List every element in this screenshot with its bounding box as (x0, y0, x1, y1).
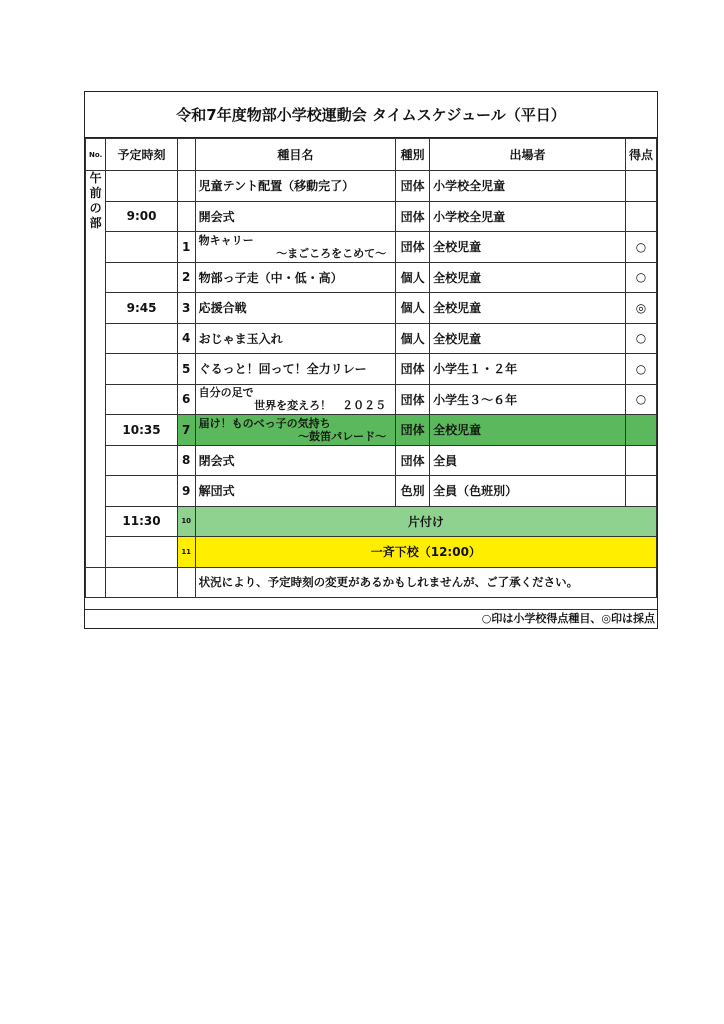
time-cell (106, 262, 177, 293)
header-blank (177, 139, 195, 171)
score-cell: ○ (625, 232, 656, 263)
time-cell (106, 171, 177, 202)
no-cell: 4 (177, 323, 195, 354)
table-row-highlight (86, 506, 657, 537)
header-no: No. (86, 139, 106, 171)
kind-cell: 団体 (396, 232, 430, 263)
time-cell (106, 384, 177, 415)
no-cell (177, 171, 195, 202)
schedule-sheet (84, 91, 658, 629)
event-cell: 閉会式 (195, 445, 395, 476)
header-time: 予定時刻 (106, 139, 177, 171)
no-cell: 11 (177, 537, 195, 568)
event-cell: 開会式 (195, 201, 395, 232)
event-cell: ぐるっと！回って！全力リレー (195, 354, 395, 385)
time-cell: 11:30 (106, 506, 177, 537)
event-cell: 児童テント配置（移動完了） (195, 171, 395, 202)
section-label-morning: 午 前 の 部 (86, 171, 106, 568)
score-cell: ○ (625, 323, 656, 354)
event-cell: 解団式 (195, 476, 395, 507)
no-cell: 3 (177, 293, 195, 324)
time-cell (106, 476, 177, 507)
footnote: ○印は小学校得点種目、◎印は採点 (481, 612, 655, 625)
kind-cell: 団体 (396, 201, 430, 232)
time-cell (106, 445, 177, 476)
table-row-highlight (86, 415, 657, 446)
participants-cell: 全校児童 (430, 415, 626, 446)
no-cell: 1 (177, 232, 195, 263)
participants-cell: 全校児童 (430, 262, 626, 293)
score-cell: ○ (625, 384, 656, 415)
event-cell: 応援合戦 (195, 293, 395, 324)
table-row (86, 384, 657, 415)
table-row (86, 293, 657, 324)
header-event: 種目名 (195, 139, 395, 171)
table-row (86, 445, 657, 476)
no-cell: 6 (177, 384, 195, 415)
kind-cell: 団体 (396, 445, 430, 476)
score-cell: ○ (625, 262, 656, 293)
event-cell: おじゃま玉入れ (195, 323, 395, 354)
no-cell (177, 201, 195, 232)
participants-cell: 全校児童 (430, 323, 626, 354)
no-cell: 10 (177, 506, 195, 537)
kind-cell: 団体 (396, 415, 430, 446)
participants-cell: 小学生３〜６年 (430, 384, 626, 415)
table-row (86, 201, 657, 232)
score-cell (625, 415, 656, 446)
no-cell: 2 (177, 262, 195, 293)
kind-cell: 個人 (396, 293, 430, 324)
kind-cell: 団体 (396, 171, 430, 202)
time-cell (106, 232, 177, 263)
no-cell (177, 567, 195, 598)
time-cell: 9:00 (106, 201, 177, 232)
table-row (86, 476, 657, 507)
no-cell: 8 (177, 445, 195, 476)
header-participants: 出場者 (430, 139, 626, 171)
score-cell (625, 171, 656, 202)
table-row (86, 323, 657, 354)
header-row (86, 139, 657, 171)
score-cell (625, 201, 656, 232)
kind-cell: 団体 (396, 384, 430, 415)
table-row-note (86, 567, 657, 598)
time-cell (106, 567, 177, 598)
note-cell: 状況により、予定時刻の変更があるかもしれませんが、ご了承ください。 (195, 567, 656, 598)
time-cell: 10:35 (106, 415, 177, 446)
event-cell: 自分の足で 世界を変えろ！ ２０２５ (195, 384, 395, 415)
event-cell: 物キャリー 〜まごころをこめて〜 (195, 232, 395, 263)
event-cell: 一斉下校（12:00） (195, 537, 656, 568)
score-cell: ○ (625, 354, 656, 385)
time-cell: 9:45 (106, 293, 177, 324)
participants-cell: 全員 (430, 445, 626, 476)
time-cell (106, 537, 177, 568)
schedule-table (85, 138, 657, 598)
kind-cell: 色別 (396, 476, 430, 507)
table-row-highlight (86, 537, 657, 568)
kind-cell: 個人 (396, 262, 430, 293)
participants-cell: 全校児童 (430, 293, 626, 324)
event-cell: 片付け (195, 506, 656, 537)
participants-cell: 小学校全児童 (430, 201, 626, 232)
blank-cell (86, 567, 106, 598)
kind-cell: 団体 (396, 354, 430, 385)
participants-cell: 小学校全児童 (430, 171, 626, 202)
table-row (86, 171, 657, 202)
table-row (86, 354, 657, 385)
table-row (86, 262, 657, 293)
event-cell: 物部っ子走（中・低・高） (195, 262, 395, 293)
header-score: 得点 (625, 139, 656, 171)
time-cell (106, 354, 177, 385)
time-cell (106, 323, 177, 354)
header-kind: 種別 (396, 139, 430, 171)
kind-cell: 個人 (396, 323, 430, 354)
participants-cell: 全校児童 (430, 232, 626, 263)
score-cell (625, 445, 656, 476)
score-cell: ◎ (625, 293, 656, 324)
score-cell (625, 476, 656, 507)
page-title: 令和7年度物部小学校運動会 タイムスケジュール（平日） (85, 92, 657, 138)
no-cell: 7 (177, 415, 195, 446)
participants-cell: 小学生１・２年 (430, 354, 626, 385)
event-cell: 届け！ものべっ子の気持ち 〜鼓笛パレード〜 (195, 415, 395, 446)
participants-cell: 全員（色班別） (430, 476, 626, 507)
no-cell: 9 (177, 476, 195, 507)
no-cell: 5 (177, 354, 195, 385)
table-row (86, 232, 657, 263)
